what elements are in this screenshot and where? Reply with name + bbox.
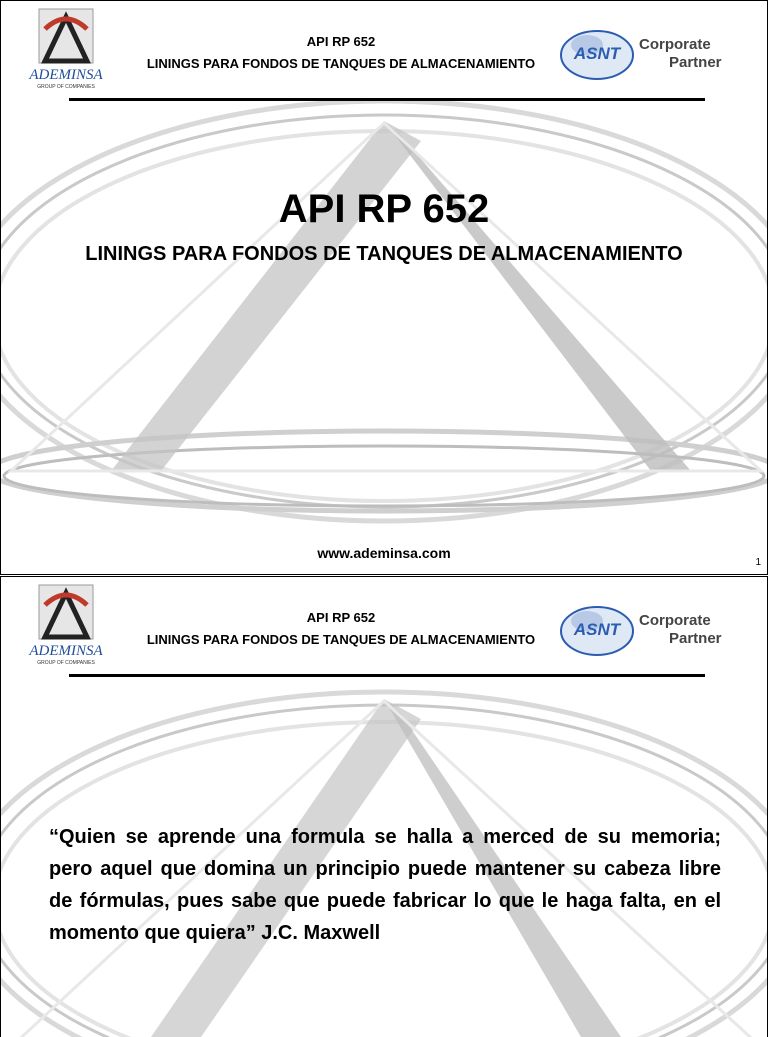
- asnt-corporate-partner-logo: [557, 25, 757, 85]
- maxwell-quote: “Quien se aprende una formula se halla a merced de su memoria; pero aquel que domina un principio puede mantener su cabeza libre de fórmulas, pues sabe que puede fabricar lo que le haga falta, en el momento que quiera” J.C. Maxwell: [49, 826, 721, 944]
- ademinsa-logo: [11, 7, 121, 93]
- asnt-logo-text: ASNT: [573, 44, 621, 63]
- header-title: API RP 652: [306, 34, 376, 49]
- slide-title: API RP 652: [278, 187, 490, 231]
- asnt-partner-text: Partner: [669, 630, 722, 647]
- ademinsa-tagline: GROUP OF COMPANIES: [37, 660, 95, 666]
- asnt-partner-text: Partner: [669, 54, 722, 71]
- header-divider: [69, 674, 705, 677]
- ademinsa-tagline: GROUP OF COMPANIES: [37, 84, 95, 90]
- asnt-corporate-partner-logo: [557, 601, 757, 661]
- asnt-corporate-text: Corporate: [639, 36, 711, 53]
- slide-2: [0, 576, 768, 1037]
- asnt-logo-text: ASNT: [573, 620, 621, 639]
- ademinsa-logo: [11, 583, 121, 669]
- header-title: API RP 652: [306, 610, 376, 625]
- website-link[interactable]: www.ademinsa.com: [317, 545, 451, 561]
- page-number: 1: [755, 557, 761, 568]
- header-divider: [69, 98, 705, 101]
- header-subtitle: LININGS PARA FONDOS DE TANQUES DE ALMACENAMIENTO: [146, 56, 536, 71]
- ademinsa-logo-text: ADEMINSA: [29, 643, 103, 659]
- slide-subtitle: LININGS PARA FONDOS DE TANQUES DE ALMACENAMIENTO: [85, 243, 683, 265]
- asnt-corporate-text: Corporate: [639, 612, 711, 629]
- header-subtitle: LININGS PARA FONDOS DE TANQUES DE ALMACENAMIENTO: [146, 632, 536, 647]
- ademinsa-logo-text: ADEMINSA: [29, 67, 103, 83]
